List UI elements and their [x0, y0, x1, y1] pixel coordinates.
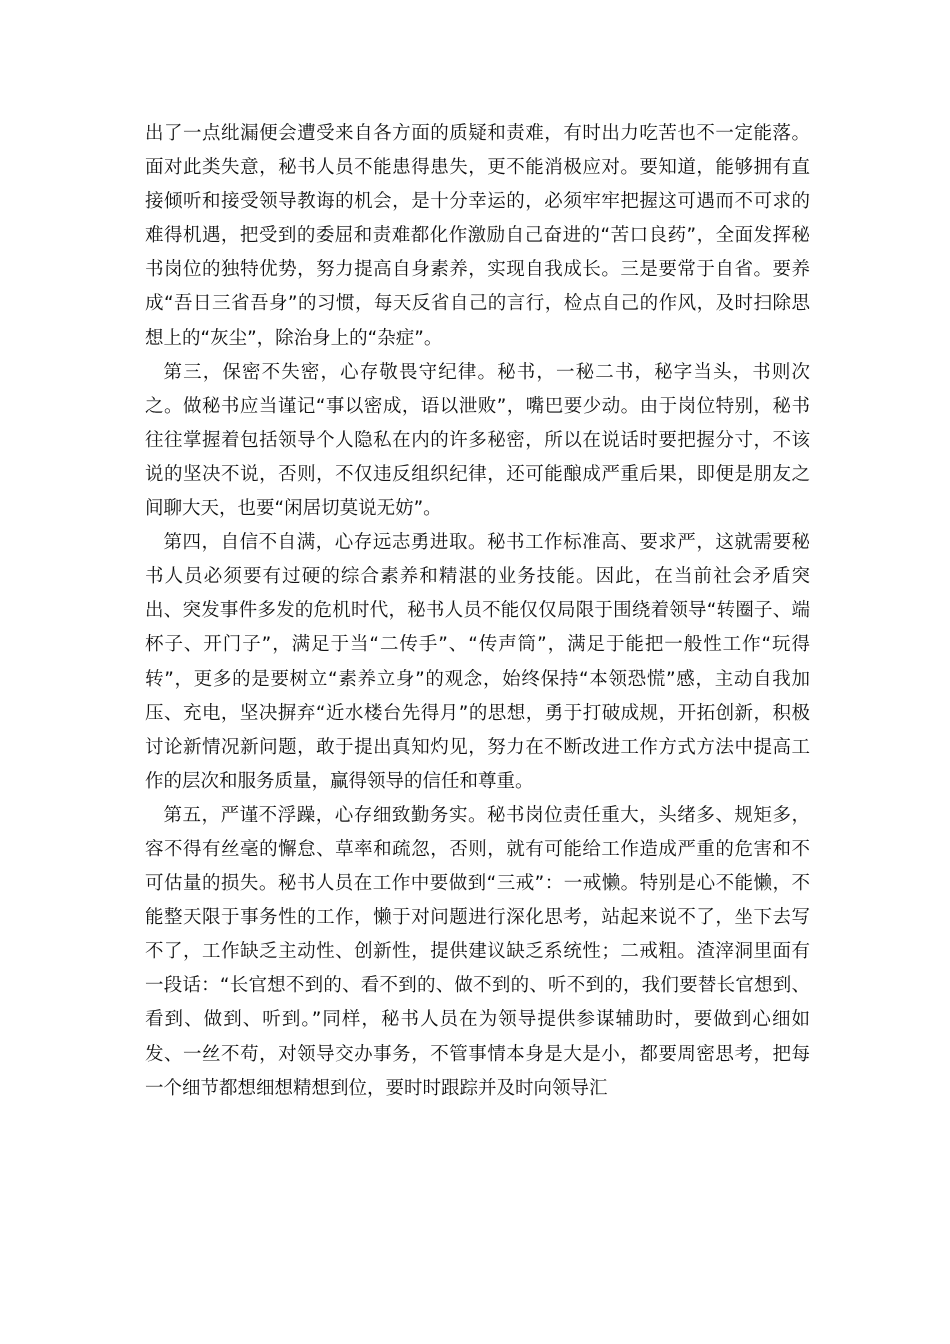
- document-body: [145, 117, 810, 1106]
- paragraph-1: 出了一点纰漏便会遭受来自各方面的质疑和责难，有时出力吃苦也不一定能落。面对此类失意，秘书人员不能患得患失，更不能消极应对。要知道，能够拥有直接倾听和接受领导教诲的机会，是十分幸运的，必须牢牢把握这可遇而不可求的难得机遇，把受到的委屈和责难都化作激励自己奋进的“苦口良药”，全面发挥秘书岗位的独特优势，努力提高自身素养，实现自我成长。三是要常于自省。要养成“吾日三省吾身”的习惯，每天反省自己的言行，检点自己的作风，及时扫除思想上的“灰尘”，除治身上的“杂症”。: [145, 123, 810, 349]
- paragraph-2: 第三，保密不失密，心存敬畏守纪律。秘书，一秘二书，秘字当头，书则次之。做秘书应当谨记“事以密成，语以泄败”，嘴巴要少动。由于岗位特别，秘书往往掌握着包括领导个人隐私在内的许多秘密，所以在说话时要把握分寸，不该说的坚决不说，否则，不仅违反组织纪律，还可能酿成严重后果，即便是朋友之间聊大天，也要“闲居切莫说无妨”。: [145, 361, 810, 520]
- paragraph-3: 第四，自信不自满，心存远志勇进取。秘书工作标准高、要求严，这就需要秘书人员必须要有过硬的综合素养和精湛的业务技能。因此，在当前社会矛盾突出、突发事件多发的危机时代，秘书人员不能仅仅局限于围绕着领导“转圈子、端杯子、开门子”，满足于当“二传手”、“传声筒”，满足于能把一般性工作“玩得转”，更多的是要树立“素养立身”的观念，始终保持“本领恐慌”感，主动自我加压、充电，坚决摒弃“近水楼台先得月”的思想，勇于打破成规，开拓创新，积极讨论新情况新问题，敢于提出真知灼见，努力在不断改进工作方式方法中提高工作的层次和服务质量，赢得领导的信任和尊重。: [145, 532, 810, 792]
- paragraph-4: 第五，严谨不浮躁，心存细致勤务实。秘书岗位责任重大，头绪多、规矩多，容不得有丝毫的懈怠、草率和疏忽，否则，就有可能给工作造成严重的危害和不可估量的损失。秘书人员在工作中要做到“三戒”：一戒懒。特别是心不能懒，不能整天限于事务性的工作，懒于对问题进行深化思考，站起来说不了，坐下去写不了，工作缺乏主动性、创新性，提供建议缺乏系统性；二戒粗。渣滓洞里面有一段话：“长官想不到的、看不到的、做不到的、听不到的，我们要替长官想到、看到、做到、听到。”同样，秘书人员在为领导提供参谋辅助时，要做到心细如发、一丝不苟，对领导交办事务，不管事情本身是大是小，都要周密思考，把每一个细节都想细想精想到位，要时时跟踪并及时向领导汇: [145, 804, 810, 1099]
